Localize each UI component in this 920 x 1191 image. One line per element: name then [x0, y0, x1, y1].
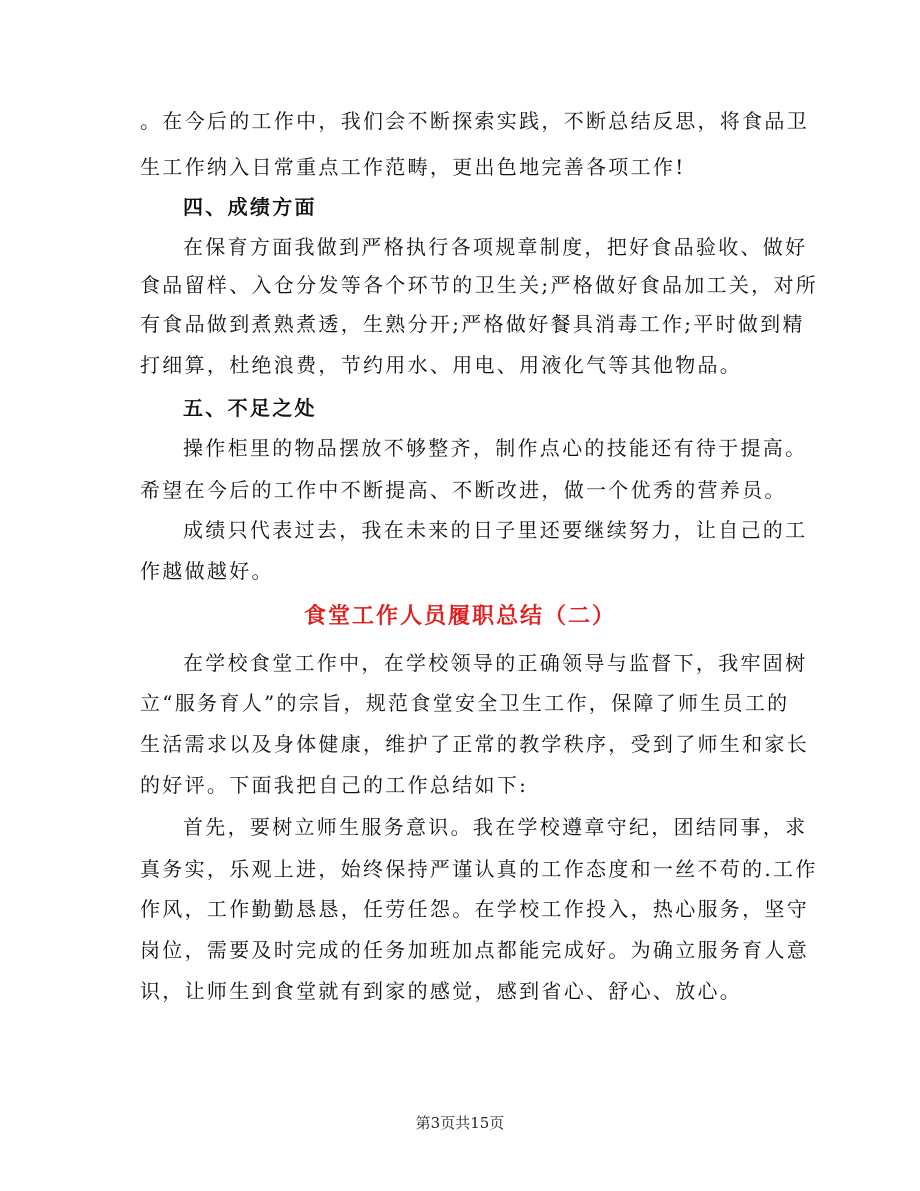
paragraph-line: 成绩只代表过去，我在未来的日子里还要继续努力，让自己的工 [183, 518, 808, 542]
paragraph-line: 在保育方面我做到严格执行各项规章制度，把好食品验收、做好 [183, 235, 808, 259]
paragraph-line: 打细算，杜绝浪费，节约用水、用电、用液化气等其他物品。 [140, 353, 743, 377]
paragraph-line: 首先，要树立师生服务意识。我在学校遵章守纪，团结同事，求 [183, 815, 808, 839]
section-heading: 四、成绩方面 [183, 195, 317, 219]
paragraph-line: 。在今后的工作中，我们会不断探索实践，不断总结反思，将食品卫 [140, 109, 809, 133]
paragraph-line: 食品留样、入仓分发等各个环节的卫生关;严格做好食品加工关，对所 [140, 273, 819, 297]
section-heading: 五、不足之处 [183, 396, 317, 420]
paragraph-line: 作风，工作勤勤恳恳，任劳任怨。在学校工作投入，热心服务，坚守 [140, 897, 809, 921]
page-number: 第3页共15页 [415, 1114, 505, 1132]
paragraph-line: 希望在今后的工作中不断提高、不断改进，做一个优秀的营养员。 [140, 478, 787, 502]
paragraph-line: 在学校食堂工作中，在学校领导的正确领导与监督下，我牢固树 [183, 651, 808, 675]
paragraph-line: 生工作纳入日常重点工作范畴，更出色地完善各项工作! [140, 155, 686, 179]
paragraph-line: 识，让师生到食堂就有到家的感觉，感到省心、舒心、放心。 [140, 979, 743, 1003]
paragraph-line: 作越做越好。 [140, 559, 274, 583]
paragraph-line: 的好评。下面我把自己的工作总结如下: [140, 773, 529, 797]
paragraph-line: 真务实，乐观上进，始终保持严谨认真的工作态度和一丝不苟的.工作 [140, 857, 818, 881]
paragraph-line: 立“服务育人”的宗旨，规范食堂安全卫生工作，保障了师生员工的 [140, 691, 790, 715]
paragraph-line: 操作柜里的物品摆放不够整齐，制作点心的技能还有待于提高。 [183, 436, 808, 460]
paragraph-line: 岗位，需要及时完成的任务加班加点都能完成好。为确立服务育人意 [140, 938, 809, 962]
paragraph-line: 生活需求以及身体健康，维护了正常的教学秩序，受到了师生和家长 [140, 732, 809, 756]
document-title: 食堂工作人员履职总结（二） [303, 603, 616, 629]
paragraph-line: 有食品做到煮熟煮透，生熟分开;严格做好餐具消毒工作;平时做到精 [140, 312, 805, 336]
